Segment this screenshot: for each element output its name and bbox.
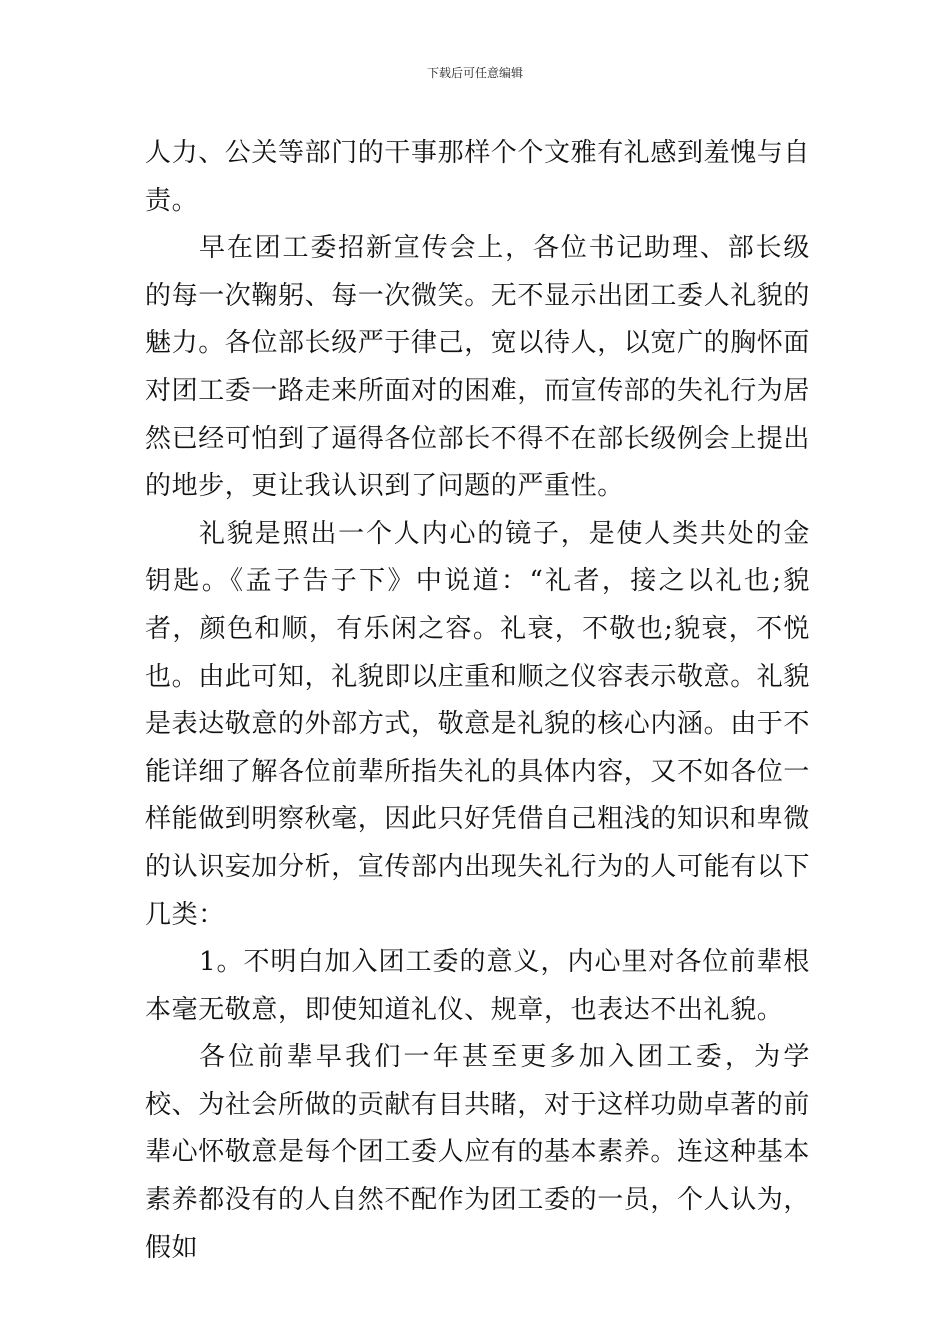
paragraph-2: 早在团工委招新宣传会上，各位书记助理、部长级的每一次鞠躬、每一次微笑。无不显示出团工委人礼貌的魅力。各位部长级严于律己，宽以待人，以宽广的胸怀面对团工委一路走来所面对的困难，而宣传部的失礼行为居然已经可怕到了逼得各位部长不得不在部长级例会上提出的地步，更让我认识到了问题的严重性。 [145, 233, 811, 502]
paragraph-4: 1。不明白加入团工委的意义，内心里对各位前辈根本毫无敬意，即使知道礼仪、规章，也表达不出礼貌。 [145, 947, 810, 1025]
document-body [145, 130, 810, 1272]
paragraph-1: 人力、公关等部门的干事那样个个文雅有礼感到羞愧与自责。 [145, 138, 811, 216]
page-header: 下载后可任意编辑 [426, 66, 523, 80]
paragraph-3: 礼貌是照出一个人内心的镜子，是使人类共处的金钥匙。《孟子告子下》中说道：“礼者，接之以礼也;貌者，颜色和顺，有乐闲之容。礼衰，不敬也;貌衰，不悦也。由此可知，礼貌即以庄重和顺之仪容表示敬意。礼貌是表达敬意的外部方式，敬意是礼貌的核心内涵。由于不能详细了解各位前辈所指失礼的具体内容，又不如各位一样能做到明察秋毫，因此只好凭借自己粗浅的知识和卑微的认识妄加分析，宣传部内出现失礼行为的人可能有以下几类： [145, 518, 811, 930]
paragraph-5: 各位前辈早我们一年甚至更多加入团工委，为学校、为社会所做的贡献有目共睹，对于这样功勋卓著的前辈心怀敬意是每个团工委人应有的基本素养。连这种基本素养都没有的人自然不配作为团工委的一员，个人认为，假如 [145, 1042, 811, 1263]
